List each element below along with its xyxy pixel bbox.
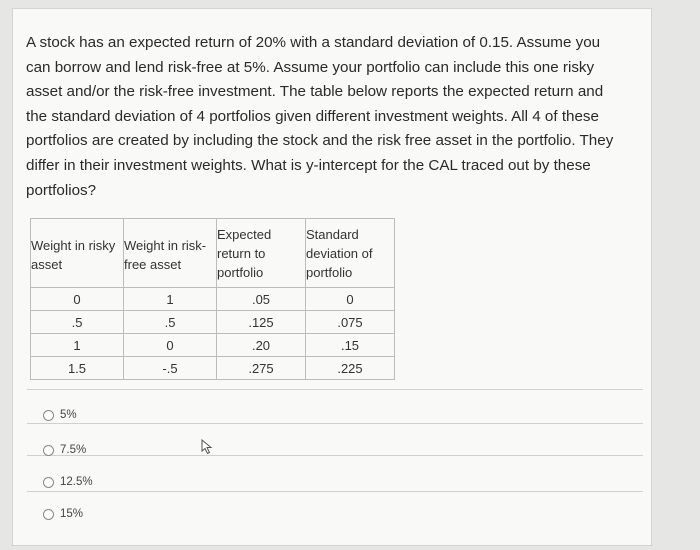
- cell-weight-riskfree: 0: [124, 334, 217, 357]
- header-expected-return: Expected return to portfolio: [217, 219, 306, 288]
- cell-weight-risky: 0: [31, 288, 124, 311]
- option-label: 5%: [60, 409, 77, 421]
- answer-option-b[interactable]: [43, 444, 86, 456]
- cell-std-dev: 0: [306, 288, 395, 311]
- cell-weight-risky: 1: [31, 334, 124, 357]
- divider: [27, 491, 643, 492]
- question-text: A stock has an expected return of 20% with a standard deviation of 0.15. Assume you can borrow and lend risk-free at 5%. Assume your portfolio can include this one risky asset and/or the risk-free investment. The table below reports the expected return and the standard deviation of 4 portfolios given different investment weights. All 4 of these portfolios are created by including the stock and the risk free asset in the portfolio. They differ in their investment weights. What is y-intercept for the CAL traced out by these portfolios?: [26, 34, 614, 199]
- table-header-row: [31, 219, 395, 288]
- option-label: 12.5%: [60, 476, 93, 488]
- header-weight-riskfree: Weight in risk-free asset: [124, 219, 217, 288]
- cell-weight-riskfree: -.5: [124, 357, 217, 380]
- divider: [27, 455, 643, 456]
- cell-expected-return: .05: [217, 288, 306, 311]
- question-card: [12, 8, 652, 546]
- portfolio-table: [30, 218, 395, 380]
- table-row: [31, 311, 395, 334]
- header-weight-risky: Weight in risky asset: [31, 219, 124, 288]
- radio-button[interactable]: [43, 445, 54, 456]
- table-row: [31, 288, 395, 311]
- cell-std-dev: .15: [306, 334, 395, 357]
- table-row: [31, 334, 395, 357]
- cell-weight-risky: 1.5: [31, 357, 124, 380]
- cell-weight-riskfree: 1: [124, 288, 217, 311]
- answer-option-c[interactable]: [43, 476, 93, 488]
- divider: [27, 389, 643, 390]
- cell-expected-return: .125: [217, 311, 306, 334]
- option-label: 15%: [60, 508, 84, 520]
- radio-button[interactable]: [43, 410, 54, 421]
- table-row: [31, 357, 395, 380]
- radio-button[interactable]: [43, 477, 54, 488]
- option-label: 7.5%: [60, 444, 87, 456]
- divider: [27, 423, 643, 424]
- radio-button[interactable]: [43, 509, 54, 520]
- cell-weight-riskfree: .5: [124, 311, 217, 334]
- header-std-dev: Standard deviation of portfolio: [306, 219, 395, 288]
- answer-option-a[interactable]: [43, 409, 77, 421]
- cell-std-dev: .075: [306, 311, 395, 334]
- answer-option-d[interactable]: [43, 508, 83, 520]
- cell-weight-risky: .5: [31, 311, 124, 334]
- cell-expected-return: .20: [217, 334, 306, 357]
- cell-std-dev: .225: [306, 357, 395, 380]
- cell-expected-return: .275: [217, 357, 306, 380]
- mouse-pointer-icon: [201, 439, 215, 455]
